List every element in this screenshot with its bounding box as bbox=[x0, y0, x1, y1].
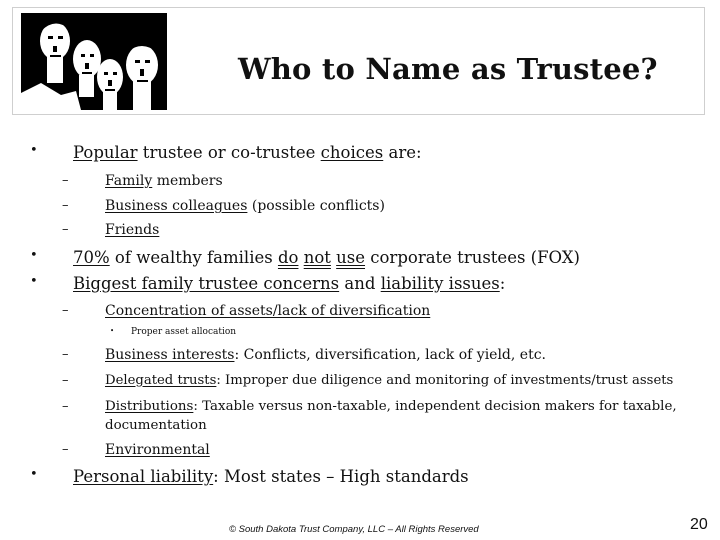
plain-text: members bbox=[152, 173, 223, 189]
plain-text: corporate trustees (FOX) bbox=[365, 248, 580, 267]
subitem-family bbox=[0, 173, 720, 193]
subitem-environmental bbox=[0, 442, 720, 462]
dash-icon: – bbox=[62, 347, 69, 362]
footer-copyright: © South Dakota Trust Company, LLC – All Rights Reserved bbox=[229, 524, 479, 535]
plain-text: : Improper due diligence and monitoring of investments/trust assets bbox=[216, 373, 674, 388]
subitem-text bbox=[105, 173, 223, 189]
title-box bbox=[12, 7, 705, 115]
underlined-text: liability issues bbox=[380, 274, 500, 293]
bullet-personal-liability bbox=[0, 467, 720, 491]
subitem-text-continued: documentation bbox=[105, 418, 207, 433]
subitem-business-interests bbox=[0, 347, 720, 367]
subitem-business-colleagues bbox=[0, 198, 720, 218]
subsubitem-text: Proper asset allocation bbox=[131, 327, 237, 337]
underlined-text: Environmental bbox=[105, 442, 210, 458]
underlined-text: Business colleagues bbox=[105, 198, 248, 214]
bullet-text bbox=[73, 467, 469, 486]
subitem-text bbox=[105, 303, 430, 319]
bullet-icon: • bbox=[30, 143, 38, 158]
dash-icon: – bbox=[62, 222, 69, 237]
bullet-icon: • bbox=[30, 467, 38, 482]
bullet-icon: • bbox=[110, 327, 115, 335]
subitem-friends bbox=[0, 222, 720, 242]
underlined-text: Distributions bbox=[105, 399, 194, 414]
underlined-text: Concentration of assets/lack of diversification bbox=[105, 303, 431, 319]
underlined-text: choices bbox=[320, 143, 384, 162]
underlined-text: Friends bbox=[105, 222, 160, 238]
bullet-text bbox=[73, 248, 580, 267]
dash-icon: – bbox=[62, 399, 69, 414]
double-underlined-text: not bbox=[303, 248, 331, 267]
subitem-text bbox=[105, 222, 159, 238]
bullet-text bbox=[73, 274, 505, 293]
plain-text: : Conflicts, diversification, lack of yield, etc. bbox=[234, 347, 546, 363]
dash-icon: – bbox=[62, 373, 69, 388]
double-underlined-text: do bbox=[277, 248, 299, 267]
subsubitem-asset-allocation bbox=[0, 327, 720, 341]
underlined-text: 70% bbox=[73, 248, 110, 267]
dash-icon: – bbox=[62, 198, 69, 213]
page-number: 20 bbox=[690, 516, 708, 533]
bullet-popular-choices bbox=[0, 143, 720, 167]
subitem-distributions bbox=[0, 399, 720, 419]
plain-text: (possible conflicts) bbox=[247, 198, 385, 214]
bullet-biggest-concerns bbox=[0, 274, 720, 298]
subitem-text bbox=[105, 442, 210, 458]
underlined-text: Delegated trusts bbox=[105, 373, 217, 388]
bullet-text bbox=[73, 143, 422, 162]
subitem-text bbox=[105, 373, 673, 388]
slide-title: Who to Name as Trustee? bbox=[238, 52, 658, 86]
subitem-text bbox=[105, 399, 677, 414]
bullet-icon: • bbox=[30, 248, 38, 263]
subitem-distributions-continued bbox=[0, 418, 720, 438]
plain-text: and bbox=[339, 274, 381, 293]
underlined-text: Popular bbox=[73, 143, 138, 162]
subitem-delegated-trusts bbox=[0, 373, 720, 393]
plain-text: : Most states – High standards bbox=[213, 467, 469, 486]
underlined-text: Personal liability bbox=[73, 467, 214, 486]
bullet-seventy-percent bbox=[0, 248, 720, 272]
subitem-text bbox=[105, 198, 385, 214]
dash-icon: – bbox=[62, 303, 69, 318]
underlined-text: Biggest family trustee concerns bbox=[73, 274, 340, 293]
plain-text: : bbox=[499, 274, 506, 293]
underlined-text: Business interests bbox=[105, 347, 235, 363]
bullet-icon: • bbox=[30, 274, 38, 289]
plain-text: : Taxable versus non-taxable, independent decision makers for taxable, bbox=[193, 399, 677, 414]
dash-icon: – bbox=[62, 173, 69, 188]
plain-text: trustee or co-trustee bbox=[137, 143, 321, 162]
subitem-concentration bbox=[0, 303, 720, 323]
double-underlined-text: use bbox=[336, 248, 366, 267]
mount-rushmore-logo bbox=[21, 13, 167, 110]
plain-text: are: bbox=[383, 143, 422, 162]
plain-text: of wealthy families bbox=[109, 248, 278, 267]
subitem-text bbox=[105, 347, 546, 363]
underlined-text: Family bbox=[105, 173, 153, 189]
dash-icon: – bbox=[62, 442, 69, 457]
